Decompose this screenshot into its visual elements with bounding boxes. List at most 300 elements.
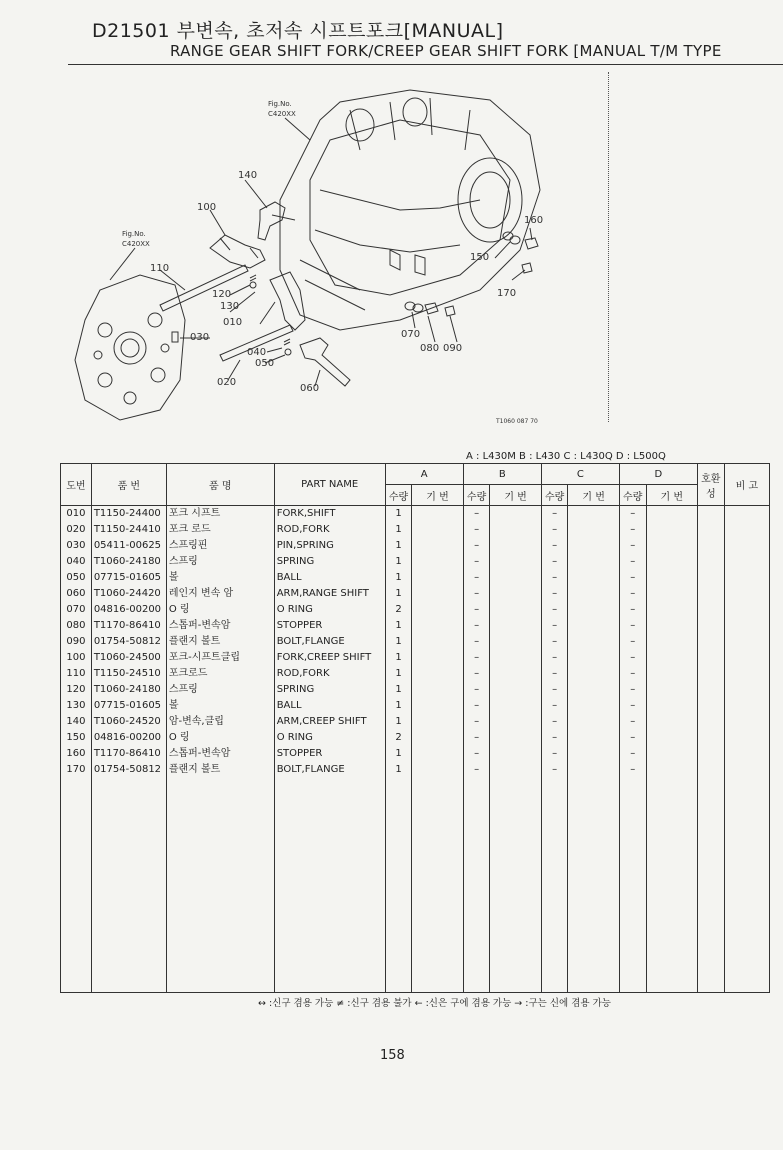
row-qty-d: –	[619, 730, 646, 746]
row-qty-c: –	[541, 618, 568, 634]
row-no: 070	[61, 602, 92, 618]
row-code-c	[568, 746, 619, 762]
header-part-no: 품 번	[91, 464, 166, 506]
table-row	[61, 586, 770, 602]
row-remarks	[724, 506, 769, 523]
row-remarks	[724, 682, 769, 698]
row-qty-b: –	[463, 714, 490, 730]
row-name-kr: 포크 로드	[166, 522, 274, 538]
table-row	[61, 698, 770, 714]
page-number: 158	[380, 1048, 405, 1063]
row-part-no: T1150-24510	[91, 666, 166, 682]
row-code-a	[412, 650, 463, 666]
row-part-name: STOPPER	[274, 618, 385, 634]
row-qty-b: –	[463, 538, 490, 554]
filler-cell	[490, 778, 541, 993]
row-no: 010	[61, 506, 92, 523]
row-no: 020	[61, 522, 92, 538]
row-qty-a: 1	[385, 538, 412, 554]
header-remarks: 비 고	[724, 464, 769, 506]
row-part-no: T1170-86410	[91, 618, 166, 634]
row-code-a	[412, 602, 463, 618]
row-code-c	[568, 698, 619, 714]
row-interchange	[697, 506, 724, 523]
row-code-a	[412, 714, 463, 730]
row-qty-c: –	[541, 522, 568, 538]
row-code-a	[412, 698, 463, 714]
header-qty-c: 수량	[541, 485, 568, 506]
row-name-kr: 플랜지 볼트	[166, 634, 274, 650]
row-remarks	[724, 586, 769, 602]
filler-cell	[724, 778, 769, 993]
table-row	[61, 618, 770, 634]
row-part-name: SPRING	[274, 682, 385, 698]
row-code-b	[490, 522, 541, 538]
header-qty-a: 수량	[385, 485, 412, 506]
row-part-no: 07715-01605	[91, 570, 166, 586]
table-row	[61, 762, 770, 778]
row-no: 090	[61, 634, 92, 650]
header-qty-d: 수량	[619, 485, 646, 506]
row-qty-a: 1	[385, 554, 412, 570]
row-code-d	[646, 762, 697, 778]
row-code-c	[568, 762, 619, 778]
row-no: 140	[61, 714, 92, 730]
row-qty-a: 1	[385, 618, 412, 634]
row-part-no: 01754-50812	[91, 762, 166, 778]
table-row	[61, 538, 770, 554]
row-code-b	[490, 698, 541, 714]
row-qty-b: –	[463, 682, 490, 698]
row-qty-a: 2	[385, 730, 412, 746]
row-part-name: STOPPER	[274, 746, 385, 762]
row-code-c	[568, 634, 619, 650]
row-qty-c: –	[541, 746, 568, 762]
row-code-c	[568, 666, 619, 682]
row-code-d	[646, 522, 697, 538]
row-no: 100	[61, 650, 92, 666]
row-name-kr: 볼	[166, 570, 274, 586]
row-interchange	[697, 714, 724, 730]
row-code-d	[646, 650, 697, 666]
row-code-c	[568, 650, 619, 666]
row-code-a	[412, 554, 463, 570]
row-no: 170	[61, 762, 92, 778]
row-code-b	[490, 746, 541, 762]
callout-120: 120	[212, 289, 232, 300]
row-qty-a: 1	[385, 762, 412, 778]
spring-pin-030	[172, 332, 178, 342]
row-interchange	[697, 730, 724, 746]
row-code-a	[412, 634, 463, 650]
table-row	[61, 714, 770, 730]
row-part-name: O RING	[274, 730, 385, 746]
row-part-no: T1150-24400	[91, 506, 166, 523]
row-qty-b: –	[463, 554, 490, 570]
parts-table-header	[61, 464, 770, 506]
ball-130	[250, 282, 256, 288]
row-remarks	[724, 554, 769, 570]
row-code-c	[568, 586, 619, 602]
row-qty-d: –	[619, 650, 646, 666]
row-remarks	[724, 698, 769, 714]
filler-cell	[646, 778, 697, 993]
header-code-c: 기 번	[568, 485, 619, 506]
row-code-c	[568, 554, 619, 570]
page-title-english: RANGE GEAR SHIFT FORK/CREEP GEAR SHIFT FORK [MANUAL T/M TYPE	[170, 42, 722, 60]
row-code-d	[646, 506, 697, 523]
row-qty-c: –	[541, 634, 568, 650]
row-remarks	[724, 618, 769, 634]
row-qty-b: –	[463, 522, 490, 538]
table-row	[61, 730, 770, 746]
row-code-b	[490, 634, 541, 650]
row-qty-b: –	[463, 666, 490, 682]
row-part-name: BALL	[274, 570, 385, 586]
row-code-d	[646, 634, 697, 650]
row-qty-a: 1	[385, 634, 412, 650]
row-interchange	[697, 602, 724, 618]
row-code-b	[490, 650, 541, 666]
row-qty-b: –	[463, 762, 490, 778]
row-part-no: T1170-86410	[91, 746, 166, 762]
row-interchange	[697, 746, 724, 762]
row-qty-c: –	[541, 714, 568, 730]
row-no: 050	[61, 570, 92, 586]
row-remarks	[724, 602, 769, 618]
row-no: 080	[61, 618, 92, 634]
row-qty-c: –	[541, 698, 568, 714]
row-qty-a: 1	[385, 570, 412, 586]
row-qty-c: –	[541, 682, 568, 698]
o-ring-150b	[510, 236, 520, 244]
row-remarks	[724, 762, 769, 778]
arm-creep-shift-140	[258, 202, 285, 240]
table-row	[61, 554, 770, 570]
row-part-no: T1060-24520	[91, 714, 166, 730]
row-name-kr: O 링	[166, 730, 274, 746]
row-qty-c: –	[541, 586, 568, 602]
table-row	[61, 522, 770, 538]
row-part-no: 07715-01605	[91, 698, 166, 714]
table-row	[61, 602, 770, 618]
row-qty-d: –	[619, 746, 646, 762]
filler-cell	[166, 778, 274, 993]
header-qty-b: 수량	[463, 485, 490, 506]
row-qty-d: –	[619, 538, 646, 554]
row-code-c	[568, 730, 619, 746]
row-code-b	[490, 586, 541, 602]
row-part-name: BALL	[274, 698, 385, 714]
row-part-no: T1060-24500	[91, 650, 166, 666]
row-qty-a: 1	[385, 698, 412, 714]
row-name-kr: 스프링	[166, 554, 274, 570]
row-qty-c: –	[541, 506, 568, 523]
row-name-kr: 스프링핀	[166, 538, 274, 554]
row-part-no: T1150-24410	[91, 522, 166, 538]
spring-120	[250, 275, 256, 281]
row-part-name: ARM,RANGE SHIFT	[274, 586, 385, 602]
row-remarks	[724, 730, 769, 746]
row-name-kr: 스프링	[166, 682, 274, 698]
row-part-no: 05411-00625	[91, 538, 166, 554]
row-code-d	[646, 666, 697, 682]
row-code-d	[646, 538, 697, 554]
row-qty-c: –	[541, 602, 568, 618]
header-part-name: PART NAME	[274, 464, 385, 506]
row-part-no: 04816-00200	[91, 602, 166, 618]
callout-110: 110	[150, 263, 170, 274]
row-qty-d: –	[619, 762, 646, 778]
table-row	[61, 650, 770, 666]
row-interchange	[697, 698, 724, 714]
row-name-kr: 포크-시프트클립	[166, 650, 274, 666]
header-variant-c: C	[541, 464, 619, 485]
callout-070: 070	[401, 329, 421, 340]
row-remarks	[724, 746, 769, 762]
image-code: T1060 087 70	[496, 418, 538, 425]
bolt-flange-090	[445, 306, 455, 316]
row-part-no: 04816-00200	[91, 730, 166, 746]
row-part-name: ROD,FORK	[274, 522, 385, 538]
row-qty-d: –	[619, 522, 646, 538]
row-name-kr: 스톱퍼-변속암	[166, 746, 274, 762]
row-part-no: T1060-24420	[91, 586, 166, 602]
row-interchange	[697, 650, 724, 666]
row-qty-d: –	[619, 666, 646, 682]
row-code-a	[412, 618, 463, 634]
row-qty-b: –	[463, 698, 490, 714]
fig-leader-left	[110, 248, 135, 280]
row-qty-c: –	[541, 666, 568, 682]
filler-cell	[385, 778, 412, 993]
table-row	[61, 666, 770, 682]
fork-shift-010	[270, 272, 305, 330]
row-code-b	[490, 602, 541, 618]
row-interchange	[697, 762, 724, 778]
row-qty-d: –	[619, 682, 646, 698]
row-no: 060	[61, 586, 92, 602]
row-qty-a: 1	[385, 666, 412, 682]
row-code-c	[568, 570, 619, 586]
row-qty-c: –	[541, 570, 568, 586]
row-name-kr: 볼	[166, 698, 274, 714]
callout-030: 030	[190, 332, 210, 343]
table-row	[61, 746, 770, 762]
filler-cell	[463, 778, 490, 993]
arm-range-shift-060	[300, 338, 350, 386]
row-qty-b: –	[463, 586, 490, 602]
callout-010: 010	[223, 317, 243, 328]
filler-cell	[274, 778, 385, 993]
row-code-a	[412, 762, 463, 778]
header-no: 도번	[61, 464, 92, 506]
row-part-name: BOLT,FLANGE	[274, 762, 385, 778]
exploded-parts-diagram	[60, 80, 560, 430]
row-no: 150	[61, 730, 92, 746]
row-qty-b: –	[463, 506, 490, 523]
row-name-kr: 암-변속,클립	[166, 714, 274, 730]
row-qty-a: 1	[385, 522, 412, 538]
row-code-d	[646, 714, 697, 730]
row-interchange	[697, 586, 724, 602]
row-qty-d: –	[619, 586, 646, 602]
fork-creep-shift-100	[210, 235, 265, 268]
callout-090: 090	[443, 343, 463, 354]
row-interchange	[697, 554, 724, 570]
row-no: 110	[61, 666, 92, 682]
interchangeability-legend: ↔ :신구 겸용 가능 ≠ :신구 겸용 불가 ← :신은 구에 겸용 가능 → :구는 신에 겸용 가능	[258, 998, 611, 1009]
row-code-a	[412, 570, 463, 586]
header-interchange: 호환성	[697, 464, 724, 506]
row-qty-a: 1	[385, 650, 412, 666]
header-name-kr: 품 명	[166, 464, 274, 506]
row-code-d	[646, 554, 697, 570]
table-row	[61, 570, 770, 586]
row-no: 160	[61, 746, 92, 762]
header-code-d: 기 번	[646, 485, 697, 506]
row-qty-b: –	[463, 634, 490, 650]
row-code-c	[568, 602, 619, 618]
row-code-d	[646, 746, 697, 762]
row-qty-a: 1	[385, 586, 412, 602]
callout-060: 060	[300, 383, 320, 394]
row-name-kr: 포크 시프트	[166, 506, 274, 523]
callout-050: 050	[255, 358, 275, 369]
fig-no-left-label: Fig.No.	[122, 230, 146, 238]
parts-table-body	[61, 506, 770, 993]
row-qty-d: –	[619, 714, 646, 730]
row-code-d	[646, 618, 697, 634]
row-interchange	[697, 666, 724, 682]
filler-cell	[61, 778, 92, 993]
row-qty-b: –	[463, 618, 490, 634]
row-interchange	[697, 618, 724, 634]
o-ring-150a	[503, 232, 513, 240]
filler-cell	[568, 778, 619, 993]
table-row	[61, 634, 770, 650]
filler-cell	[541, 778, 568, 993]
row-qty-d: –	[619, 602, 646, 618]
row-code-c	[568, 714, 619, 730]
callout-160: 160	[524, 215, 544, 226]
table-row	[61, 506, 770, 523]
row-qty-b: –	[463, 650, 490, 666]
row-name-kr: 레인지 변속 암	[166, 586, 274, 602]
row-code-b	[490, 714, 541, 730]
row-code-d	[646, 570, 697, 586]
filler-cell	[91, 778, 166, 993]
page-title-korean: D21501 부변속, 초저속 시프트포크[MANUAL]	[92, 20, 504, 42]
header-variant-a: A	[385, 464, 463, 485]
table-filler-row	[61, 778, 770, 993]
filler-cell	[412, 778, 463, 993]
row-qty-d: –	[619, 506, 646, 523]
callout-080: 080	[420, 343, 440, 354]
row-part-name: FORK,CREEP SHIFT	[274, 650, 385, 666]
row-code-b	[490, 730, 541, 746]
row-remarks	[724, 634, 769, 650]
row-name-kr: 스톱퍼-변속암	[166, 618, 274, 634]
spring-040	[284, 339, 290, 345]
row-code-a	[412, 746, 463, 762]
row-code-d	[646, 602, 697, 618]
callout-040: 040	[247, 347, 267, 358]
table-row	[61, 682, 770, 698]
filler-cell	[697, 778, 724, 993]
row-part-name: O RING	[274, 602, 385, 618]
row-no: 130	[61, 698, 92, 714]
model-variants-line: A : L430M B : L430 C : L430Q D : L500Q	[466, 451, 666, 462]
row-code-a	[412, 586, 463, 602]
parts-table	[60, 463, 770, 993]
row-code-b	[490, 618, 541, 634]
row-qty-c: –	[541, 554, 568, 570]
row-qty-b: –	[463, 602, 490, 618]
row-remarks	[724, 522, 769, 538]
row-code-b	[490, 682, 541, 698]
row-code-b	[490, 506, 541, 523]
row-part-no: T1060-24180	[91, 554, 166, 570]
row-remarks	[724, 714, 769, 730]
fig-no-top-label: Fig.No.	[268, 100, 292, 108]
filler-cell	[619, 778, 646, 993]
fig-code-top-label: C420XX	[268, 110, 296, 118]
fig-leader-top	[285, 118, 310, 140]
callout-150: 150	[470, 252, 490, 263]
row-qty-d: –	[619, 570, 646, 586]
row-qty-c: –	[541, 762, 568, 778]
header-code-a: 기 번	[412, 485, 463, 506]
row-part-name: ROD,FORK	[274, 666, 385, 682]
row-qty-c: –	[541, 730, 568, 746]
row-code-c	[568, 506, 619, 523]
row-qty-a: 1	[385, 506, 412, 523]
header-variant-d: D	[619, 464, 697, 485]
row-qty-d: –	[619, 634, 646, 650]
callout-100: 100	[197, 202, 217, 213]
row-name-kr: 플랜지 볼트	[166, 762, 274, 778]
row-remarks	[724, 666, 769, 682]
title-divider	[68, 64, 783, 65]
row-remarks	[724, 570, 769, 586]
row-part-name: FORK,SHIFT	[274, 506, 385, 523]
front-cover	[75, 275, 185, 420]
row-part-name: SPRING	[274, 554, 385, 570]
row-code-d	[646, 682, 697, 698]
row-qty-d: –	[619, 618, 646, 634]
row-part-no: 01754-50812	[91, 634, 166, 650]
row-qty-c: –	[541, 538, 568, 554]
dotted-divider	[608, 72, 609, 422]
row-interchange	[697, 522, 724, 538]
row-qty-b: –	[463, 746, 490, 762]
row-interchange	[697, 538, 724, 554]
row-interchange	[697, 634, 724, 650]
row-name-kr: O 링	[166, 602, 274, 618]
row-remarks	[724, 538, 769, 554]
callout-140: 140	[238, 170, 258, 181]
row-name-kr: 포크로드	[166, 666, 274, 682]
row-qty-a: 1	[385, 746, 412, 762]
row-code-b	[490, 538, 541, 554]
row-code-a	[412, 506, 463, 523]
row-part-no: T1060-24180	[91, 682, 166, 698]
row-qty-a: 2	[385, 602, 412, 618]
row-code-a	[412, 730, 463, 746]
row-interchange	[697, 570, 724, 586]
header-variant-b: B	[463, 464, 541, 485]
